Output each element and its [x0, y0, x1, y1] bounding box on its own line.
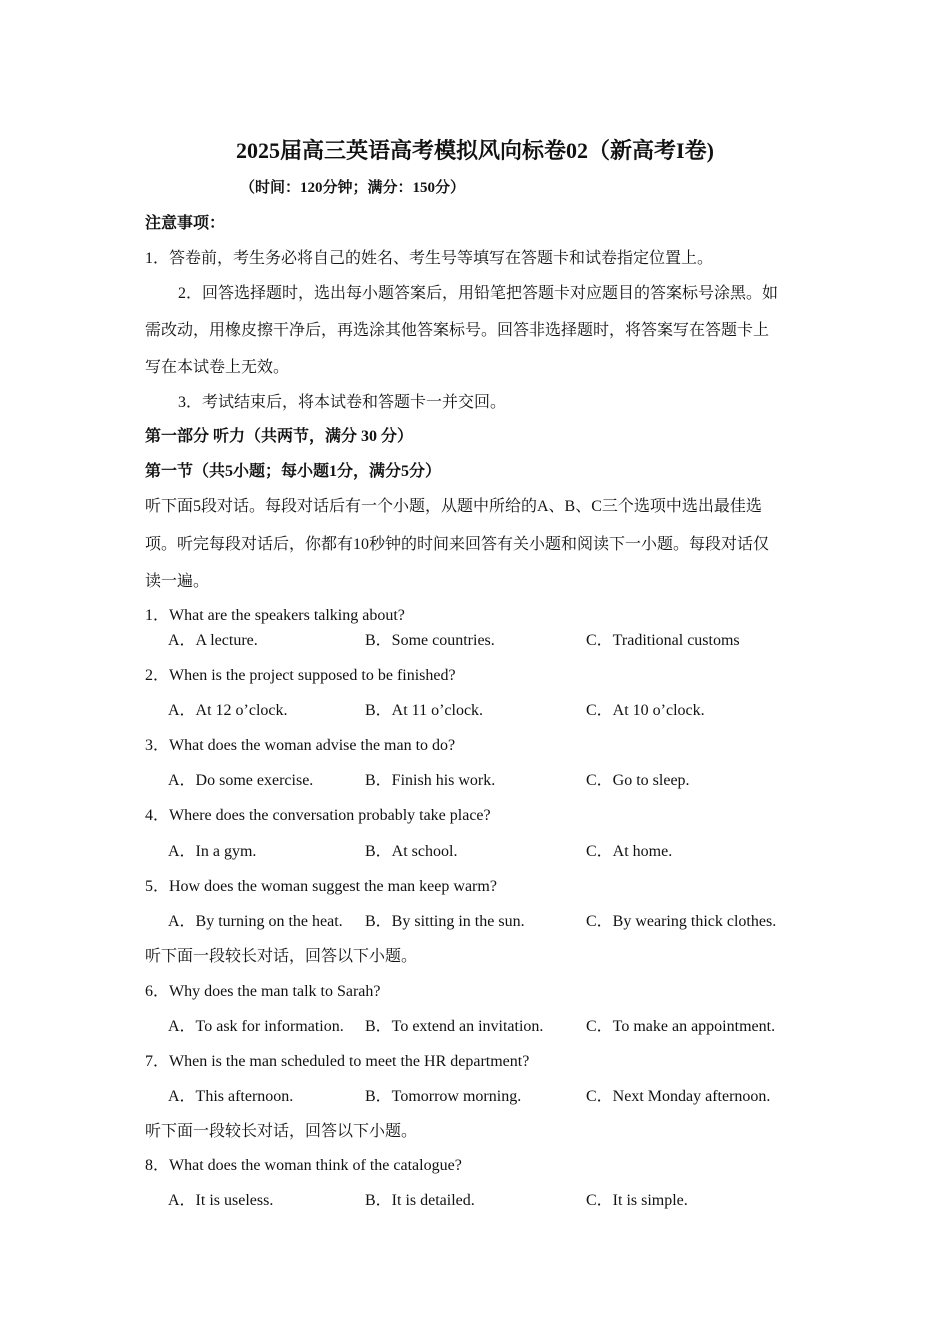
question-5-option-b: B．By sitting in the sun. — [365, 913, 525, 930]
question-1-option-c: C．Traditional customs — [586, 632, 740, 649]
question-2-option-a: A．At 12 o’clock. — [168, 702, 288, 719]
question-8-option-a: A．It is useless. — [168, 1192, 274, 1209]
question-6: 6．Why does the man talk to Sarah? — [145, 983, 381, 1000]
long-dialog-instructions-2: 听下面一段较长对话，回答以下小题。 — [145, 1123, 418, 1140]
question-1: 1．What are the speakers talking about? — [145, 607, 405, 624]
section1-instructions-line-2: 项。听完每段对话后，你都有10秒钟的时间来回答有关小题和阅读下一小题。每段对话仅 — [145, 536, 770, 553]
question-1-option-a: A．A lecture. — [168, 632, 258, 649]
notice-item-2-line-3: 写在本试卷上无效。 — [145, 359, 290, 376]
question-3-option-c: C．Go to sleep. — [586, 772, 690, 789]
question-6-option-b: B．To extend an invitation. — [365, 1018, 544, 1035]
question-5-option-c: C．By wearing thick clothes. — [586, 913, 777, 930]
question-2: 2．When is the project supposed to be finished? — [145, 667, 456, 684]
question-7-option-c: C．Next Monday afternoon. — [586, 1088, 771, 1105]
notice-heading: 注意事项： — [145, 215, 226, 232]
section1-instructions-line-1: 听下面5段对话。每段对话后有一个小题，从题中所给的A、B、C三个选项中选出最佳选 — [145, 498, 762, 515]
question-7: 7．When is the man scheduled to meet the HR department? — [145, 1053, 530, 1070]
notice-item-1: 1．答卷前，考生务必将自己的姓名、考生号等填写在答题卡和试卷指定位置上。 — [145, 250, 714, 267]
notice-item-2-line-1: 2．回答选择题时，选出每小题答案后，用铅笔把答题卡对应题目的答案标号涂黑。如 — [178, 285, 779, 302]
question-8: 8．What does the woman think of the catalogue? — [145, 1157, 462, 1174]
notice-item-3: 3．考试结束后，将本试卷和答题卡一并交回。 — [178, 394, 507, 411]
part1-heading: 第一部分 听力（共两节，满分 30 分） — [145, 428, 414, 445]
question-7-option-b: B．Tomorrow morning. — [365, 1088, 522, 1105]
question-2-option-c: C．At 10 o’clock. — [586, 702, 705, 719]
question-6-option-a: A．To ask for information. — [168, 1018, 344, 1035]
question-8-option-b: B．It is detailed. — [365, 1192, 475, 1209]
notice-item-2-line-2: 需改动，用橡皮擦干净后，再选涂其他答案标号。回答非选择题时，将答案写在答题卡上 — [145, 322, 770, 339]
section1-heading: 第一节（共5小题；每小题1分，满分5分） — [145, 463, 442, 480]
question-7-option-a: A．This afternoon. — [168, 1088, 294, 1105]
question-3-option-a: A．Do some exercise. — [168, 772, 314, 789]
exam-subtitle: （时间：120分钟；满分：150分） — [240, 180, 466, 196]
question-5-option-a: A．By turning on the heat. — [168, 913, 343, 930]
exam-title: 2025届高三英语高考模拟风向标卷02（新高考I卷) — [236, 138, 714, 163]
section1-instructions-line-3: 读一遍。 — [145, 573, 210, 590]
question-3-option-b: B．Finish his work. — [365, 772, 496, 789]
question-4-option-c: C．At home. — [586, 843, 673, 860]
question-5: 5．How does the woman suggest the man keep warm? — [145, 878, 497, 895]
question-3: 3．What does the woman advise the man to do? — [145, 737, 456, 754]
question-8-option-c: C．It is simple. — [586, 1192, 688, 1209]
question-6-option-c: C．To make an appointment. — [586, 1018, 776, 1035]
question-2-option-b: B．At 11 o’clock. — [365, 702, 484, 719]
question-4-option-b: B．At school. — [365, 843, 458, 860]
question-1-option-b: B．Some countries. — [365, 632, 495, 649]
long-dialog-instructions-1: 听下面一段较长对话，回答以下小题。 — [145, 948, 418, 965]
question-4: 4．Where does the conversation probably take place? — [145, 807, 491, 824]
question-4-option-a: A．In a gym. — [168, 843, 257, 860]
